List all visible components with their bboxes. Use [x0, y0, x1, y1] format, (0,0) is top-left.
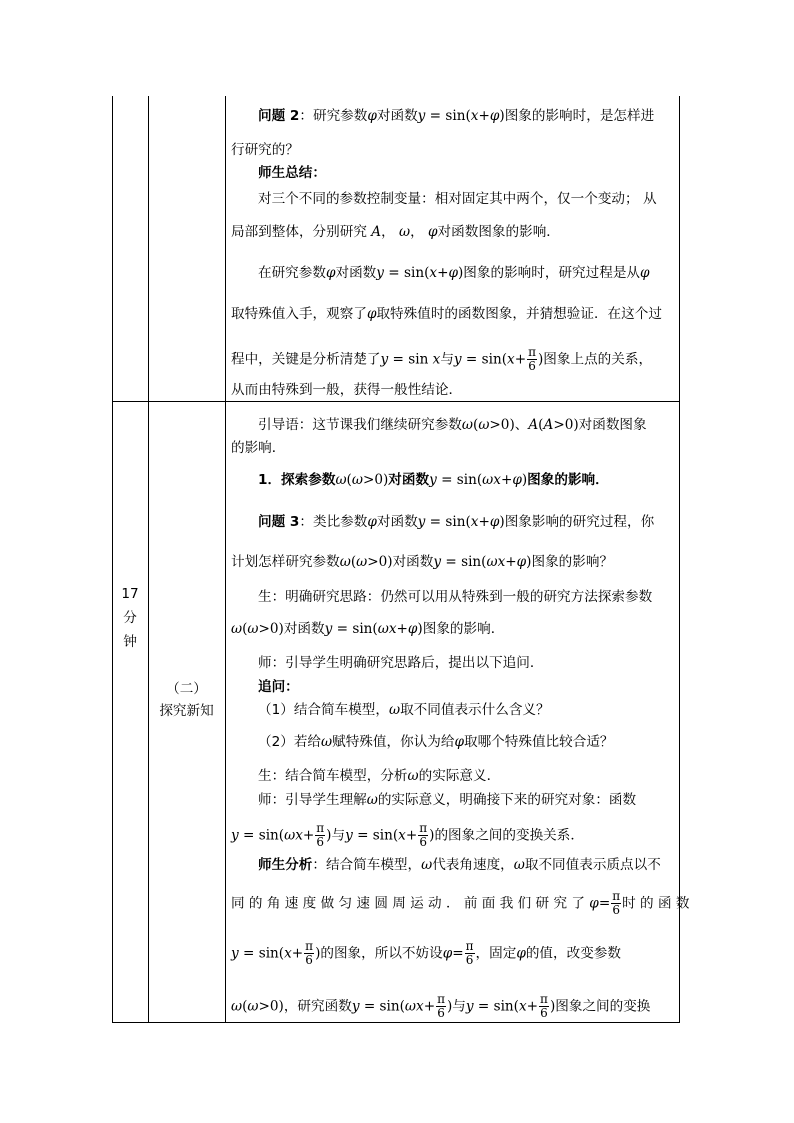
row-divider — [112, 401, 680, 402]
teacher-note-2-line-1: 师：引导学生理解ω的实际意义，明确接下来的研究对象：函数 — [258, 792, 637, 808]
question-3-line-1: 问题 3：类比参数φ对函数y = sin(x+φ)图象影响的研究过程，你 — [258, 514, 655, 530]
summary-para-2-line-3: 程中，关键是分析清楚了y = sin x与y = sin(x+ $\frac{\pi}{6}$ )图象上点的关系， — [231, 345, 653, 373]
question-2-line-1: 问题 2：研究参数φ对函数y = sin(x+φ)图象的影响时，是怎样进 — [258, 108, 655, 124]
student-response-1-line-1: 生：明确研究思路：仍然可以用从特殊到一般的研究方法探索参数 — [258, 589, 653, 605]
summary-para-1-line-1: 对三个不同的参数控制变量：相对固定其中两个，仅一个变动； 从 — [258, 191, 657, 207]
student-response-1-line-2: ω(ω>0)对函数y = sin(ωx+φ)图象的影响． — [231, 621, 505, 637]
analysis-line-1: 师生分析：结合简车模型，ω代表角速度，ω取不同值表示质点以不 — [258, 857, 661, 873]
table-border-right — [679, 96, 680, 1023]
question-2-line-2: 行研究的？ — [231, 142, 299, 158]
column-divider-2 — [225, 96, 226, 1023]
intro-line-1: 引导语：这节课我们继续研究参数ω(ω>0)、A(A>0)对函数图象 — [258, 417, 647, 433]
analysis-line-4: ω(ω>0)，研究函数y = sin(ωx+ $\frac{\pi}{6}$ )与y = sin(x+ $\frac{\pi}{6}$ )图象之间的变换 — [231, 992, 651, 1020]
summary-para-2-line-4: 从而由特殊到一般，获得一般性结论． — [231, 382, 463, 398]
table-border-left — [112, 96, 113, 1023]
intro-line-2: 的影响． — [231, 440, 286, 456]
summary-para-2-line-2: 取特殊值入手，观察了φ取特殊值时的函数图象，并猜想验证．在这个过 — [231, 306, 662, 322]
follow-up-question-1: （1）结合简车模型，ω取不同值表示什么含义？ — [258, 702, 550, 718]
summary-heading: 师生总结： — [258, 165, 326, 181]
section-1-heading: 1．探索参数ω(ω>0)对函数y = sin(ωx+φ)图象的影响． — [258, 472, 609, 488]
teacher-note-1: 师：引导学生明确研究思路后，提出以下追问． — [258, 655, 544, 671]
table-border-bottom — [112, 1022, 680, 1023]
summary-para-2-line-1: 在研究参数φ对函数y = sin(x+φ)图象的影响时，研究过程是从φ — [258, 265, 650, 281]
follow-up-question-2: （2）若给ω赋特殊值，你认为给φ取哪个特殊值比较合适？ — [258, 734, 614, 750]
summary-para-1-line-2: 局部到整体，分别研究 A， ω， φ对函数图象的影响． — [231, 224, 560, 240]
column-divider-1 — [148, 96, 149, 1023]
stage-cell: （二） 探究新知 — [159, 681, 214, 719]
time-cell: 17 分 钟 — [121, 586, 139, 650]
analysis-line-2: 同 的 角 速 度 做 匀 速 圆 周 运 动 ． 前 面 我 们 研 究 了 φ= $\frac{\pi}{6}$ 时 的 函 数 — [231, 889, 690, 917]
student-response-2: 生：结合简车模型，分析ω的实际意义． — [258, 768, 501, 784]
teacher-note-2-line-2: y = sin(ωx+ $\frac{\pi}{6}$ )与y = sin(x+ $\frac{\pi}{6}$ )的图象之间的变换关系． — [231, 821, 584, 849]
follow-up-heading: 追问： — [258, 679, 299, 695]
analysis-line-3: y = sin(x+ $\frac{\pi}{6}$ )的图象，所以不妨设φ= $\frac{\pi}{6}$ ，固定φ的值，改变参数 — [231, 939, 621, 967]
question-3-line-2: 计划怎样研究参数ω(ω>0)对函数y = sin(ωx+φ)图象的影响？ — [231, 554, 614, 570]
